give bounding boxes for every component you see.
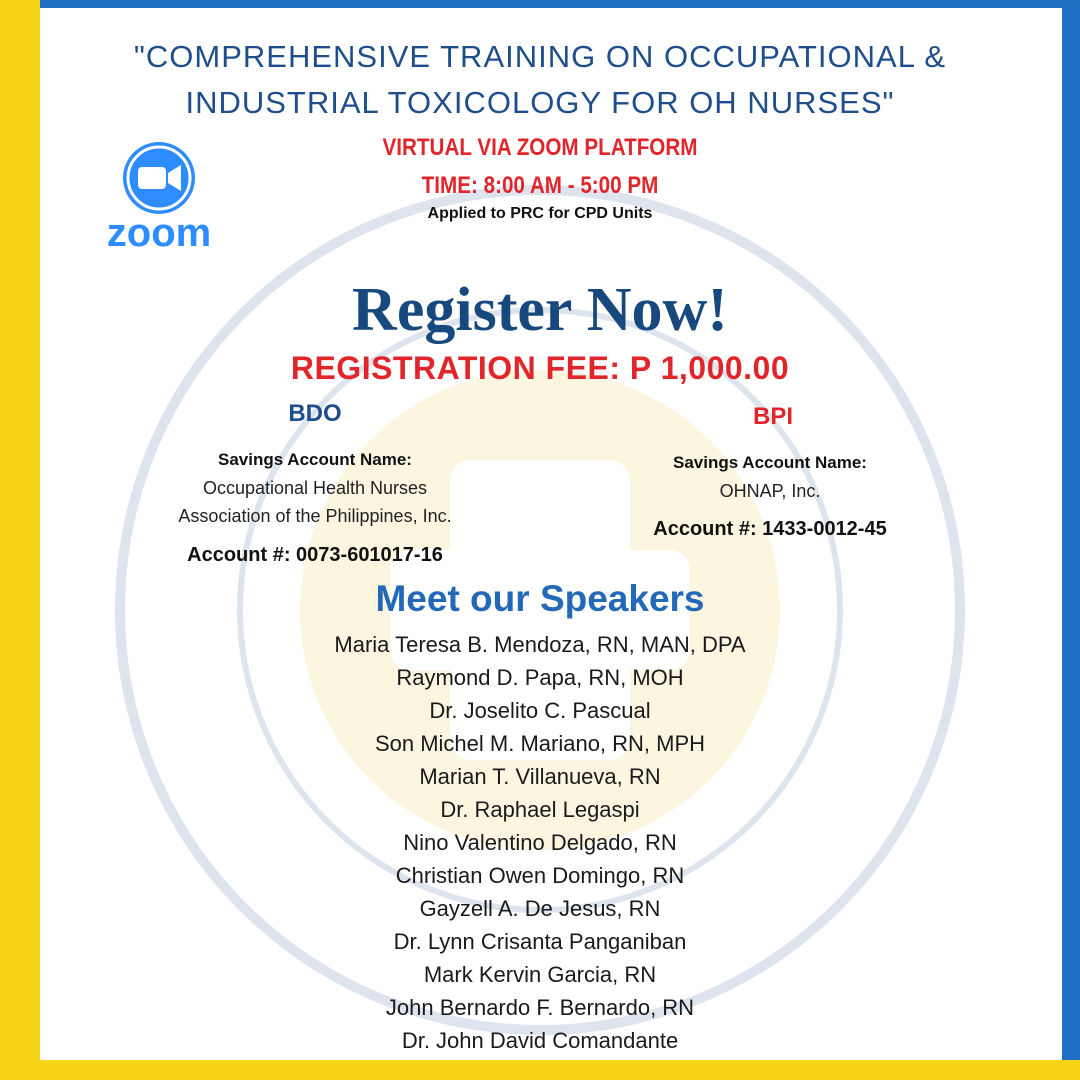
- bdo-bank-name: BDO: [288, 400, 342, 427]
- list-item: Dr. Lynn Crisanta Panganiban: [393, 929, 687, 954]
- bpi-account-name: OHNAP, Inc.: [719, 481, 821, 501]
- list-item: John Bernardo F. Bernardo, RN: [385, 995, 695, 1020]
- list-item: Gayzell A. De Jesus, RN: [419, 896, 661, 921]
- zoom-logo: [95, 140, 225, 252]
- bdo-account-number: Account #: 0073-601017-16: [187, 544, 443, 566]
- list-item: Marian T. Villanueva, RN: [419, 764, 661, 789]
- event-title-line-1: "COMPREHENSIVE TRAINING ON OCCUPATIONAL &: [133, 39, 947, 74]
- bpi-account-name-label: Savings Account Name:: [673, 453, 867, 472]
- time-text: TIME: 8:00 AM - 5:00 PM: [421, 172, 659, 199]
- speakers-heading: Meet our Speakers: [375, 578, 705, 619]
- event-title: [60, 34, 1020, 126]
- bdo-account-details: [130, 446, 500, 530]
- zoom-wordmark: zoom: [106, 211, 212, 252]
- bdo-account-name-line-1: Occupational Health Nurses: [202, 478, 428, 498]
- bpi-account-number: Account #: 1433-0012-45: [653, 518, 887, 540]
- list-item: Dr. John David Comandante: [401, 1028, 679, 1053]
- list-item: Maria Teresa B. Mendoza, RN, MAN, DPA: [334, 632, 746, 657]
- list-item: Raymond D. Papa, RN, MOH: [396, 665, 684, 690]
- list-item: Dr. Raphael Legaspi: [440, 797, 640, 822]
- speaker-list: [240, 628, 840, 1057]
- registration-fee: REGISTRATION FEE: P 1,000.00: [290, 350, 790, 386]
- list-item: Dr. Joselito C. Pascual: [429, 698, 651, 723]
- platform-text: VIRTUAL VIA ZOOM PLATFORM: [382, 134, 698, 161]
- bdo-account-name-line-2: Association of the Philippines, Inc.: [178, 506, 452, 526]
- list-item: Mark Kervin Garcia, RN: [423, 962, 657, 987]
- list-item: Nino Valentino Delgado, RN: [403, 830, 677, 855]
- register-now-heading: Register Now!: [352, 276, 728, 344]
- bdo-account-name-label: Savings Account Name:: [218, 450, 412, 469]
- list-item: Son Michel M. Mariano, RN, MPH: [374, 731, 706, 756]
- cpd-note: Applied to PRC for CPD Units: [427, 205, 653, 222]
- event-title-line-2: INDUSTRIAL TOXICOLOGY FOR OH NURSES": [185, 85, 895, 120]
- list-item: Christian Owen Domingo, RN: [395, 863, 685, 888]
- bpi-account-details: [600, 449, 940, 505]
- bpi-bank-name: BPI: [752, 403, 793, 430]
